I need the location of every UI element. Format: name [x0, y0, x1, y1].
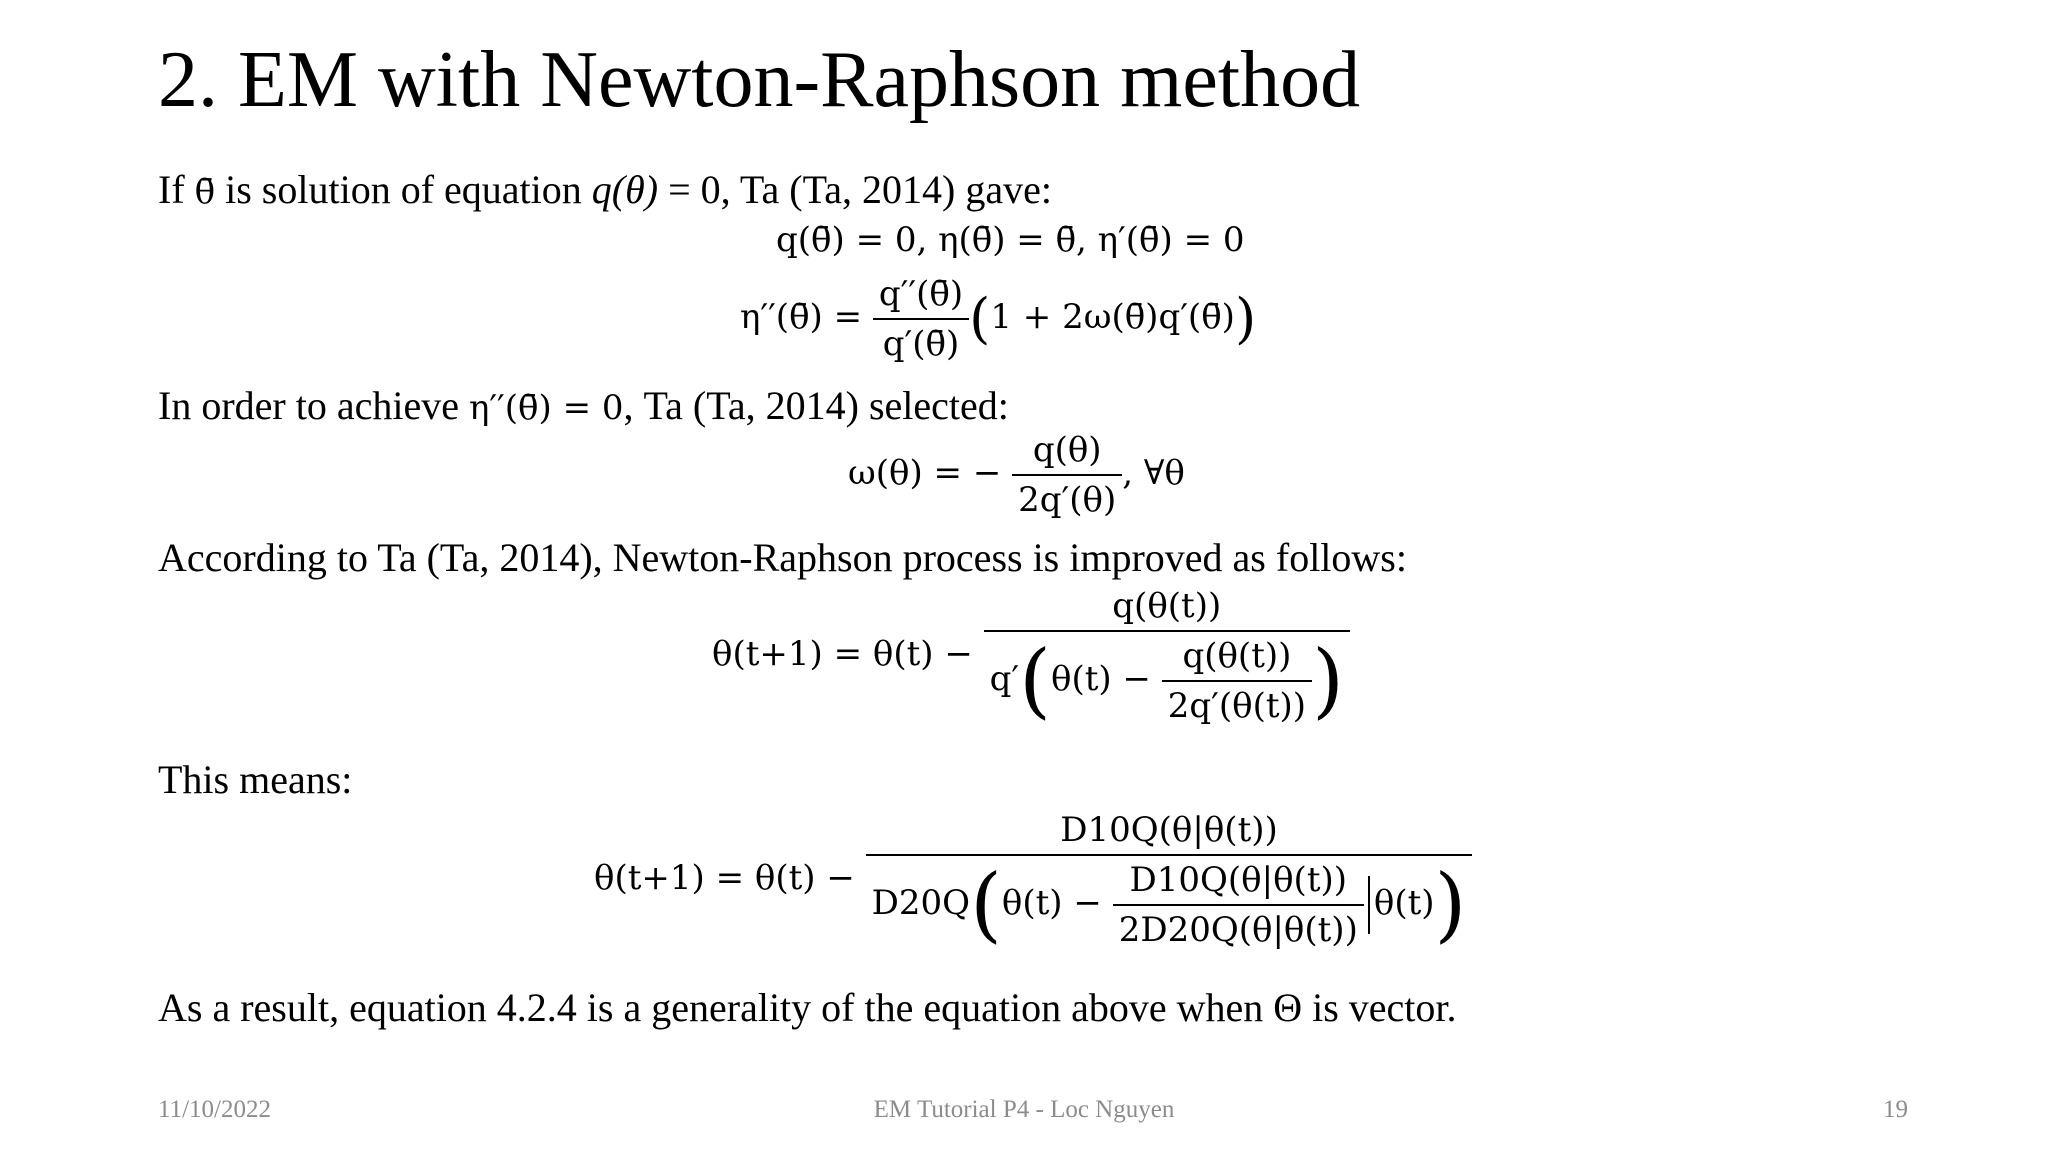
- eq4-den-a: q′: [989, 659, 1020, 699]
- eq5-inner-numerator: D10Q(θ|θ(t)): [1113, 858, 1364, 906]
- eq5-numerator: D10Q(θ|θ(t)): [866, 808, 1473, 856]
- footer-page-number: 19: [1883, 1096, 1908, 1123]
- eq4-inner-numerator: q(θ(t)): [1162, 634, 1312, 682]
- equation-1: q(θ̄) = 0, η(θ̄) = θ̄, η′(θ̄) = 0: [776, 220, 1245, 260]
- achieve-line: [158, 382, 1009, 430]
- eq2-numerator: q′′(θ̄): [873, 272, 969, 320]
- this-means-line: This means:: [158, 757, 353, 802]
- intro-text-b: is solution of equation: [215, 167, 592, 212]
- eq2-rhs: 1 + 2ω(θ̄)q′(θ̄): [990, 297, 1235, 337]
- eq4-denominator: q′(θ(t) − $\frac{q(\theta(t))}{2q'(\theta(t))}$ ): [989, 633, 1344, 728]
- eq4-numerator: q(θ(t)): [984, 584, 1350, 632]
- eq5-lhs: θ(t+1) = θ(t) −: [594, 858, 855, 898]
- eq4-fraction: [984, 584, 1350, 728]
- equation-5: [594, 808, 1472, 952]
- achieve-text-a: In order to achieve: [158, 383, 469, 428]
- according-line: According to Ta (Ta, 2014), Newton-Raphson process is improved as follows:: [158, 535, 1407, 580]
- eq2-lhs: η′′(θ̄) =: [740, 297, 863, 337]
- footer-date: 11/10/2022: [158, 1096, 271, 1123]
- theta-bar-symbol: θ̄: [194, 172, 216, 212]
- intro-line: [158, 166, 1052, 214]
- eq3-lhs: ω(θ) = −: [848, 453, 1002, 493]
- equation-3: [848, 428, 1185, 522]
- eq5-conditional-bar: [1368, 876, 1370, 934]
- slide-title: 2. EM with Newton-Raphson method: [158, 36, 1361, 124]
- eq4-den-b: θ(t) −: [1050, 659, 1151, 699]
- achieve-condition: η′′(θ̄) = 0: [468, 388, 624, 428]
- eq5-fraction: [866, 808, 1473, 952]
- eq5-inner-denominator: 2D20Q(θ|θ(t)): [1118, 910, 1358, 950]
- equation-2: η′′(θ̄) = $\frac{q''(\thetā)}{q'(\thetā)}$ (1 + 2ω(θ̄)q′(θ̄)): [740, 274, 1257, 364]
- eq5-den-c: θ(t): [1373, 883, 1435, 923]
- intro-text-a: If: [158, 167, 195, 212]
- eq5-den-b: θ(t) −: [1001, 883, 1102, 923]
- eq2-denominator: q′(θ̄): [882, 324, 960, 364]
- eq3-numerator: q(θ): [1012, 428, 1122, 476]
- eq4-inner-fraction: [1162, 634, 1312, 728]
- intro-text-c: = 0, Ta (Ta, 2014) gave:: [658, 167, 1052, 212]
- eq5-inner-fraction: [1113, 858, 1364, 952]
- eq4-inner-denominator: 2q′(θ(t)): [1167, 686, 1307, 726]
- equation-4: [712, 584, 1350, 728]
- eq5-denominator: D20Q(θ(t) − $\frac{D10Q(\theta|\theta(t))}{2D20Q(\theta|\theta(t))}$ θ(t)): [871, 857, 1467, 952]
- eq3-fraction: [1012, 428, 1122, 522]
- q-theta-symbol: q(θ): [591, 167, 659, 212]
- footer-title: EM Tutorial P4 - Loc Nguyen: [873, 1096, 1175, 1123]
- result-line: As a result, equation 4.2.4 is a generality of the equation above when Θ is vector.: [158, 985, 1457, 1030]
- eq5-den-a: D20Q: [871, 883, 971, 923]
- eq2-fraction: [873, 272, 969, 366]
- eq3-denominator: 2q′(θ): [1018, 480, 1117, 520]
- eq4-lhs: θ(t+1) = θ(t) −: [712, 634, 973, 674]
- eq3-rhs: , ∀θ: [1122, 453, 1185, 493]
- achieve-text-b: , Ta (Ta, 2014) selected:: [623, 383, 1009, 428]
